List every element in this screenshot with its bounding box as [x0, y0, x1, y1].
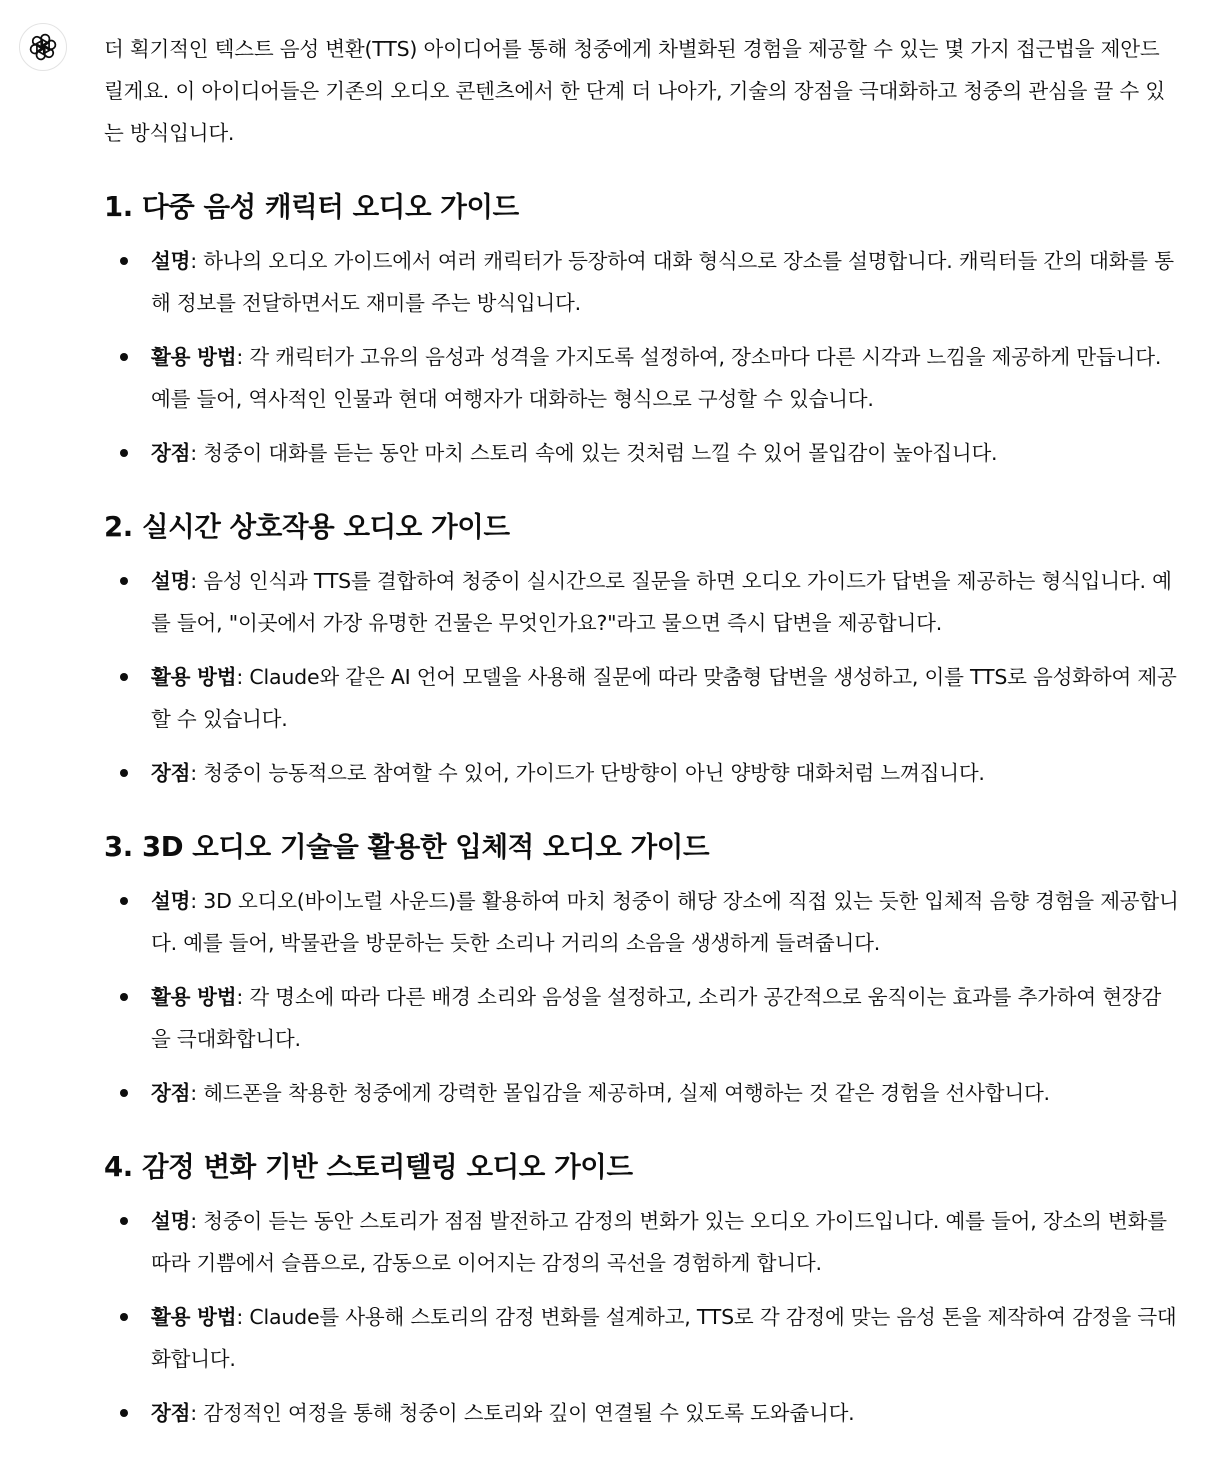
- item-label: 설명: [151, 889, 191, 913]
- item-label: 장점: [151, 761, 191, 785]
- bullet-dot: [120, 353, 128, 361]
- item-label: 설명: [151, 1209, 191, 1233]
- item-text: : 청중이 능동적으로 참여할 수 있어, 가이드가 단방향이 아닌 양방향 대화처럼 느껴집니다.: [190, 761, 985, 785]
- section-title: 4. 감정 변화 기반 스토리텔링 오디오 가이드: [104, 1151, 633, 1183]
- item-label: 장점: [151, 1081, 191, 1105]
- bullet-dot: [120, 1409, 128, 1417]
- bullet-dot: [120, 257, 128, 265]
- bullet-dot: [120, 897, 128, 905]
- item-text: : 3D 오디오(바이노럴 사운드)를 활용하여 마치 청중이 해당 장소에 직접 있는 듯한 입체적 음향 경험을 제공합니다. 예를 들어, 박물관을 방문하는 듯한 소리나 거리의 소음을 생생하게 들려줍니다.: [151, 889, 1179, 955]
- bullet-list: [104, 560, 1179, 794]
- bullet-dot: [120, 577, 128, 585]
- item-text: : 청중이 듣는 동안 스토리가 점점 발전하고 감정의 변화가 있는 오디오 가이드입니다. 예를 들어, 장소의 변화를 따라 기쁨에서 슬픔으로, 감동으로 이어지는 감정의 곡선을 경험하게 합니다.: [151, 1209, 1167, 1275]
- bullet-dot: [120, 993, 128, 1001]
- bullet-dot: [120, 1313, 128, 1321]
- list-item: [104, 1072, 1179, 1114]
- bullet-list: [104, 240, 1179, 474]
- item-label: 설명: [151, 249, 191, 273]
- item-label: 장점: [151, 441, 191, 465]
- item-text: : 하나의 오디오 가이드에서 여러 캐릭터가 등장하여 대화 형식으로 장소를 설명합니다. 캐릭터들 간의 대화를 통해 정보를 전달하면서도 재미를 주는 방식입니다.: [151, 249, 1174, 315]
- assistant-message: [104, 28, 1179, 1434]
- list-item: [104, 976, 1179, 1060]
- item-text: : 각 명소에 따라 다른 배경 소리와 음성을 설정하고, 소리가 공간적으로 움직이는 효과를 추가하여 현장감을 극대화합니다.: [151, 985, 1162, 1051]
- intro-paragraph: 더 획기적인 텍스트 음성 변환(TTS) 아이디어를 통해 청중에게 차별화된 경험을 제공할 수 있는 몇 가지 접근법을 제안드릴게요. 이 아이디어들은 기존의 오디오 콘텐츠에서 한 단계 더 나아가, 기술의 장점을 극대화하고 청중의 관심을 끌 수 있는 방식입니다.: [104, 37, 1165, 145]
- item-label: 활용 방법: [151, 985, 237, 1009]
- bullet-dot: [120, 673, 128, 681]
- bullet-dot: [120, 1217, 128, 1225]
- item-text: : 청중이 대화를 듣는 동안 마치 스토리 속에 있는 것처럼 느낄 수 있어 몰입감이 높아집니다.: [190, 441, 998, 465]
- bullet-dot: [120, 769, 128, 777]
- section-title: 1. 다중 음성 캐릭터 오디오 가이드: [104, 191, 519, 223]
- item-text: : Claude를 사용해 스토리의 감정 변화를 설계하고, TTS로 각 감정에 맞는 음성 톤을 제작하여 감정을 극대화합니다.: [151, 1305, 1177, 1371]
- list-item: [104, 1296, 1179, 1380]
- list-item: [104, 240, 1179, 324]
- bullet-list: [104, 1200, 1179, 1434]
- section-title: 3. 3D 오디오 기술을 활용한 입체적 오디오 가이드: [104, 831, 710, 863]
- item-label: 장점: [151, 1401, 191, 1425]
- section-title: 2. 실시간 상호작용 오디오 가이드: [104, 511, 510, 543]
- assistant-avatar: [19, 23, 67, 71]
- item-label: 설명: [151, 569, 191, 593]
- item-text: : 각 캐릭터가 고유의 음성과 성격을 가지도록 설정하여, 장소마다 다른 시각과 느낌을 제공하게 만듭니다. 예를 들어, 역사적인 인물과 현대 여행자가 대화하는 형식으로 구성할 수 있습니다.: [151, 345, 1162, 411]
- item-label: 활용 방법: [151, 345, 237, 369]
- bullet-list: [104, 880, 1179, 1114]
- list-item: [104, 656, 1179, 740]
- openai-logo-icon: [29, 33, 57, 61]
- item-label: 활용 방법: [151, 1305, 237, 1329]
- list-item: [104, 336, 1179, 420]
- bullet-dot: [120, 1089, 128, 1097]
- list-item: [104, 1392, 1179, 1434]
- item-text: : Claude와 같은 AI 언어 모델을 사용해 질문에 따라 맞춤형 답변을 생성하고, 이를 TTS로 음성화하여 제공할 수 있습니다.: [151, 665, 1177, 731]
- list-item: [104, 752, 1179, 794]
- bullet-dot: [120, 449, 128, 457]
- list-item: [104, 880, 1179, 964]
- list-item: [104, 560, 1179, 644]
- item-label: 활용 방법: [151, 665, 237, 689]
- list-item: [104, 1200, 1179, 1284]
- item-text: : 헤드폰을 착용한 청중에게 강력한 몰입감을 제공하며, 실제 여행하는 것 같은 경험을 선사합니다.: [190, 1081, 1050, 1105]
- list-item: [104, 432, 1179, 474]
- item-text: : 감정적인 여정을 통해 청중이 스토리와 깊이 연결될 수 있도록 도와줍니다.: [190, 1401, 855, 1425]
- item-text: : 음성 인식과 TTS를 결합하여 청중이 실시간으로 질문을 하면 오디오 가이드가 답변을 제공하는 형식입니다. 예를 들어, "이곳에서 가장 유명한 건물은 무엇인가요?"라고 물으면 즉시 답변을 제공합니다.: [151, 569, 1172, 635]
